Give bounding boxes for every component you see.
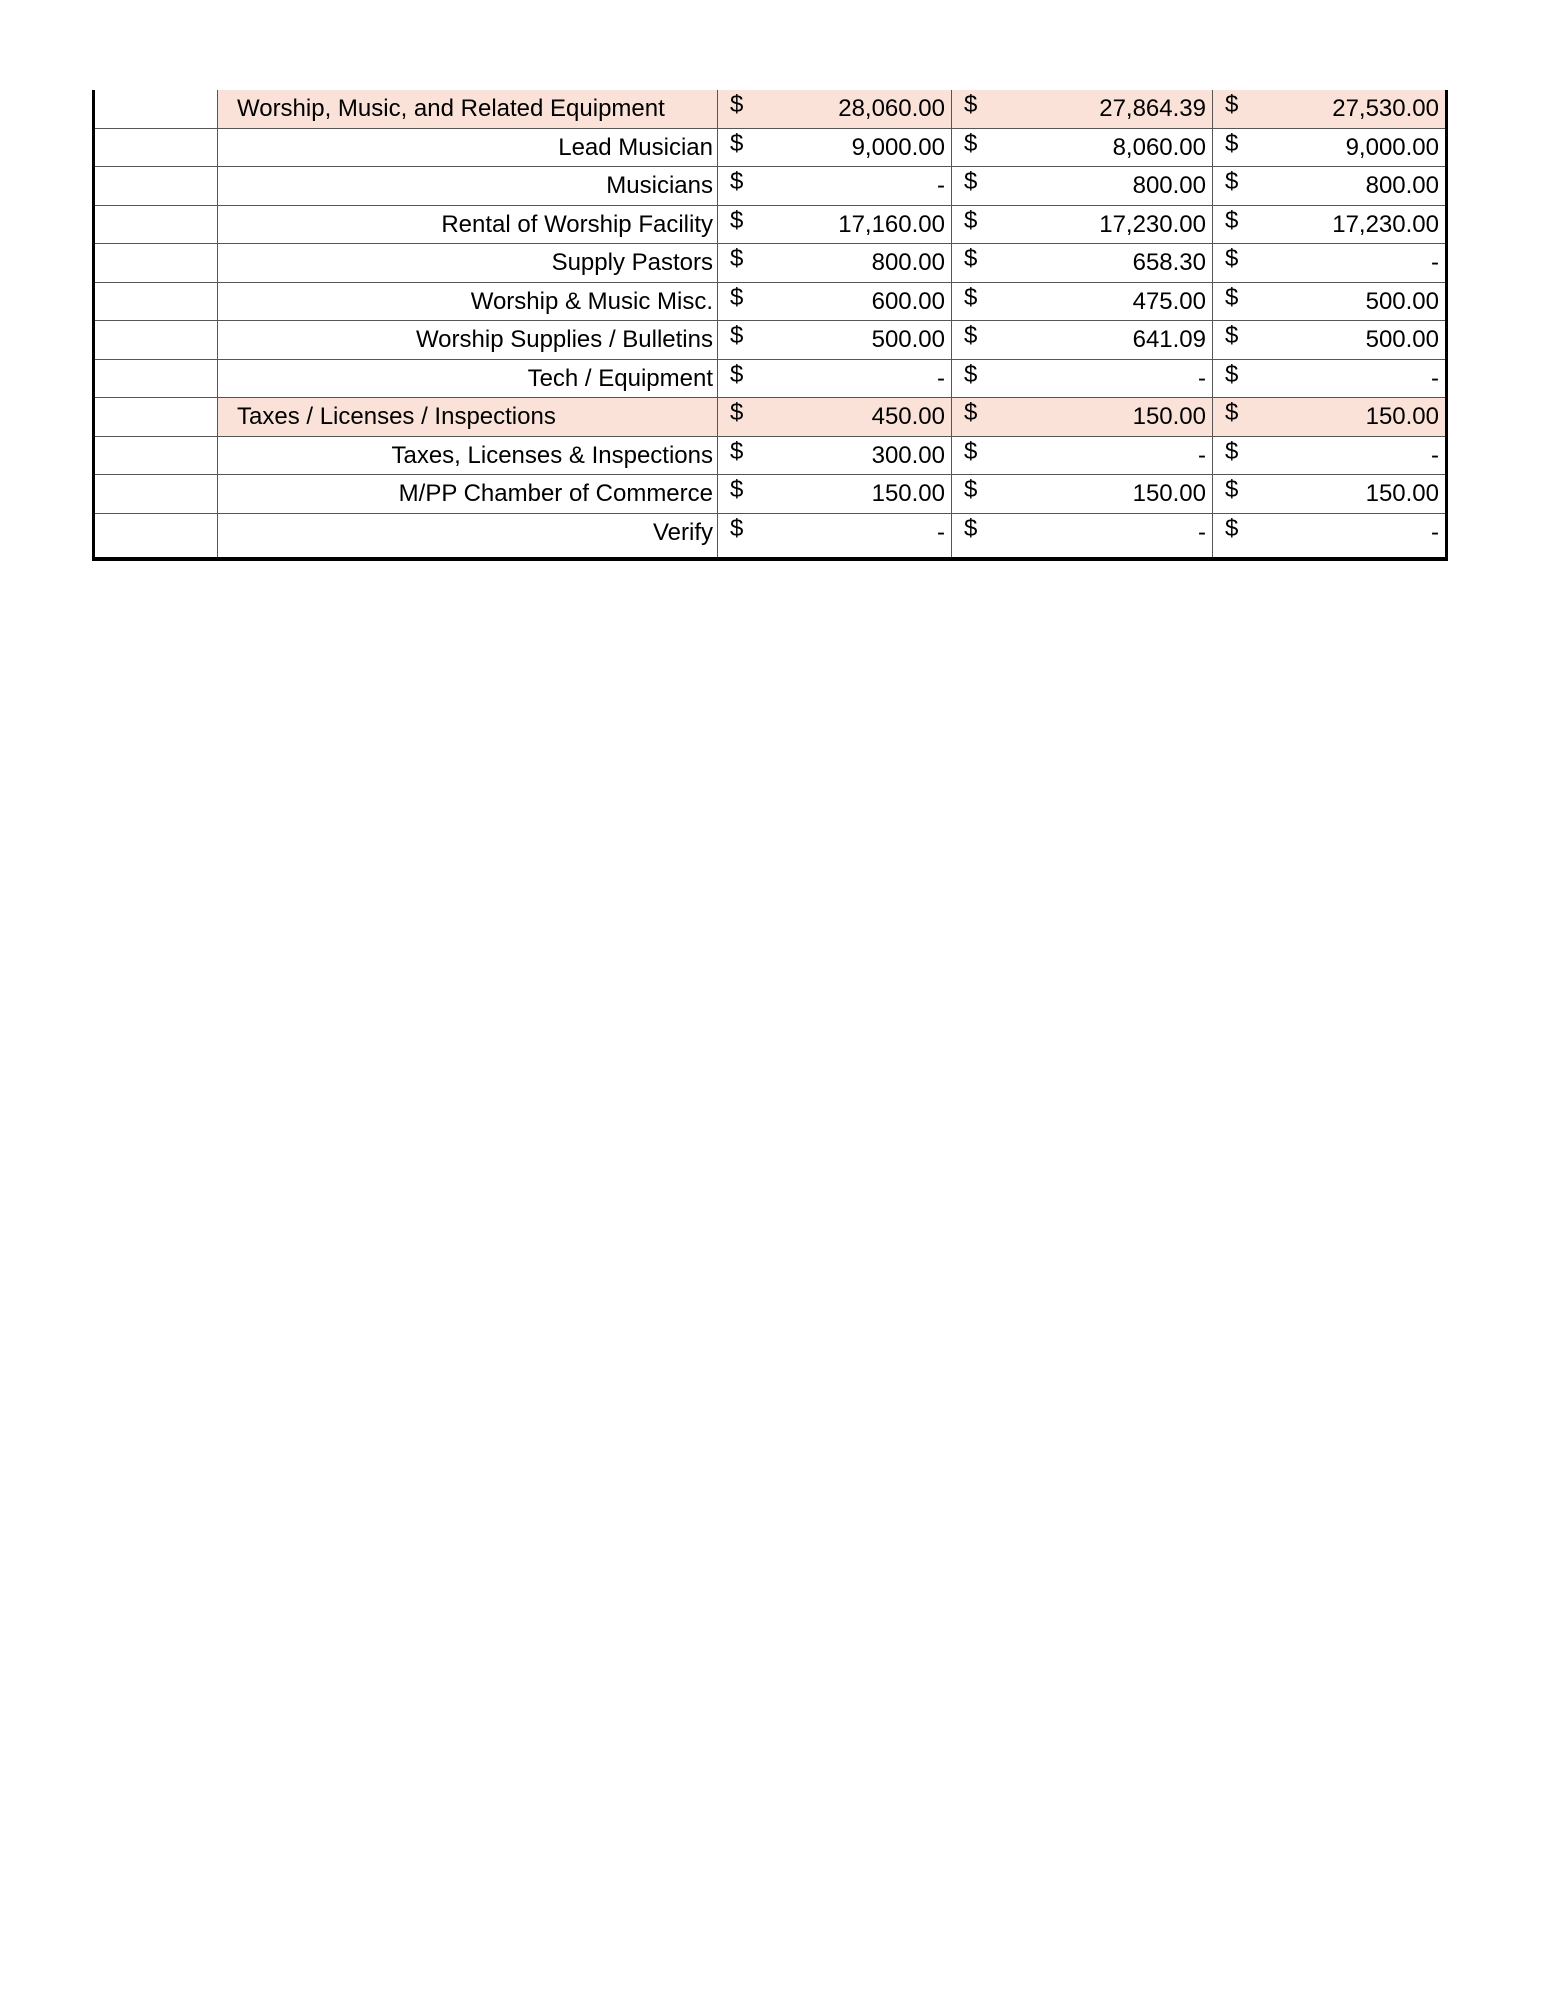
amount-cell	[718, 475, 952, 513]
blank-cell	[95, 514, 218, 558]
amount-value: -	[937, 518, 945, 546]
amount-cell	[1213, 206, 1445, 244]
blank-cell	[95, 244, 218, 282]
amount-cell	[718, 398, 952, 436]
amount-cell	[1213, 475, 1445, 513]
currency-symbol: $	[730, 91, 744, 118]
amount-cell	[952, 321, 1213, 359]
amount-cell	[718, 437, 952, 475]
currency-symbol: $	[964, 360, 978, 388]
currency-symbol: $	[964, 129, 978, 157]
currency-symbol: $	[964, 514, 978, 542]
row-label: Worship & Music Misc.	[218, 283, 718, 321]
currency-symbol: $	[730, 129, 744, 157]
amount-value: 150.00	[1365, 403, 1439, 430]
amount-cell	[952, 514, 1213, 558]
currency-symbol: $	[730, 360, 744, 388]
amount-cell	[952, 437, 1213, 475]
amount-value: 17,230.00	[1332, 210, 1439, 238]
amount-value: 17,160.00	[838, 210, 945, 238]
amount-cell	[718, 514, 952, 558]
amount-value: -	[1198, 441, 1206, 469]
currency-symbol: $	[730, 206, 744, 234]
blank-cell	[95, 437, 218, 475]
amount-cell	[1213, 90, 1445, 128]
table-row	[95, 283, 1445, 322]
row-label: M/PP Chamber of Commerce	[218, 475, 718, 513]
row-label: Supply Pastors	[218, 244, 718, 282]
amount-value: 150.00	[1132, 403, 1206, 430]
amount-cell	[1213, 283, 1445, 321]
currency-symbol: $	[1225, 168, 1239, 195]
blank-cell	[95, 129, 218, 167]
currency-symbol: $	[964, 437, 978, 465]
amount-value: 9,000.00	[1345, 133, 1439, 161]
amount-cell	[952, 90, 1213, 128]
amount-value: 800.00	[1132, 172, 1206, 199]
currency-symbol: $	[964, 91, 978, 118]
currency-symbol: $	[1225, 514, 1239, 542]
amount-cell	[1213, 244, 1445, 282]
amount-cell	[718, 283, 952, 321]
amount-cell	[718, 360, 952, 398]
currency-symbol: $	[1225, 360, 1239, 388]
amount-cell	[1213, 437, 1445, 475]
amount-value: 450.00	[871, 403, 945, 430]
currency-symbol: $	[1225, 399, 1239, 426]
blank-cell	[95, 283, 218, 321]
amount-value: -	[1431, 441, 1439, 469]
amount-cell	[1213, 129, 1445, 167]
currency-symbol: $	[1225, 437, 1239, 465]
row-label: Worship Supplies / Bulletins	[218, 321, 718, 359]
amount-value: 150.00	[1365, 480, 1439, 507]
amount-cell	[1213, 360, 1445, 398]
amount-cell	[718, 90, 952, 128]
amount-cell	[1213, 321, 1445, 359]
amount-value: -	[1198, 364, 1206, 392]
currency-symbol: $	[1225, 129, 1239, 157]
amount-cell	[952, 398, 1213, 436]
currency-symbol: $	[1225, 322, 1239, 349]
currency-symbol: $	[1225, 91, 1239, 118]
row-label: Verify	[218, 514, 718, 558]
table-row	[95, 206, 1445, 245]
currency-symbol: $	[964, 206, 978, 234]
currency-symbol: $	[964, 476, 978, 503]
amount-cell	[1213, 398, 1445, 436]
blank-cell	[95, 167, 218, 205]
amount-cell	[1213, 514, 1445, 558]
currency-symbol: $	[964, 399, 978, 426]
amount-cell	[952, 360, 1213, 398]
amount-cell	[952, 129, 1213, 167]
amount-value: 27,530.00	[1332, 95, 1439, 122]
currency-symbol: $	[730, 476, 744, 503]
table-row	[95, 514, 1445, 558]
table-row	[95, 129, 1445, 168]
blank-cell	[95, 475, 218, 513]
amount-value: 17,230.00	[1099, 210, 1206, 238]
row-label: Tech / Equipment	[218, 360, 718, 398]
row-label: Worship, Music, and Related Equipment	[218, 90, 718, 128]
amount-value: -	[1431, 249, 1439, 276]
currency-symbol: $	[730, 437, 744, 465]
row-label: Musicians	[218, 167, 718, 205]
blank-cell	[95, 398, 218, 436]
amount-cell	[952, 475, 1213, 513]
amount-value: 8,060.00	[1112, 133, 1206, 161]
amount-cell	[1213, 167, 1445, 205]
table-row	[95, 90, 1445, 129]
currency-symbol: $	[964, 168, 978, 195]
amount-cell	[952, 167, 1213, 205]
blank-cell	[95, 321, 218, 359]
amount-value: 641.09	[1132, 326, 1206, 353]
blank-cell	[95, 360, 218, 398]
currency-symbol: $	[1225, 206, 1239, 234]
amount-value: 600.00	[871, 287, 945, 315]
currency-symbol: $	[730, 283, 744, 311]
row-label: Rental of Worship Facility	[218, 206, 718, 244]
amount-value: 150.00	[1132, 480, 1206, 507]
amount-value: 27,864.39	[1099, 95, 1206, 122]
amount-cell	[718, 321, 952, 359]
amount-cell	[952, 244, 1213, 282]
amount-value: 500.00	[1365, 287, 1439, 315]
amount-value: 800.00	[871, 249, 945, 276]
amount-value: 500.00	[871, 326, 945, 353]
currency-symbol: $	[1225, 476, 1239, 503]
amount-value: 150.00	[871, 480, 945, 507]
amount-cell	[952, 283, 1213, 321]
currency-symbol: $	[964, 245, 978, 272]
currency-symbol: $	[730, 168, 744, 195]
blank-cell	[95, 90, 218, 128]
amount-cell	[718, 206, 952, 244]
row-label: Taxes / Licenses / Inspections	[218, 398, 718, 436]
amount-value: -	[1431, 364, 1439, 392]
currency-symbol: $	[730, 245, 744, 272]
currency-symbol: $	[1225, 283, 1239, 311]
table-row	[95, 244, 1445, 283]
table-row	[95, 360, 1445, 399]
table-row	[95, 321, 1445, 360]
amount-value: 300.00	[871, 441, 945, 469]
amount-value: 800.00	[1365, 172, 1439, 199]
table-row	[95, 398, 1445, 437]
table-row	[95, 475, 1445, 514]
amount-cell	[952, 206, 1213, 244]
amount-cell	[718, 129, 952, 167]
row-label: Taxes, Licenses & Inspections	[218, 437, 718, 475]
amount-value: -	[937, 172, 945, 199]
currency-symbol: $	[964, 322, 978, 349]
currency-symbol: $	[964, 283, 978, 311]
amount-value: 500.00	[1365, 326, 1439, 353]
currency-symbol: $	[730, 514, 744, 542]
amount-value: 475.00	[1132, 287, 1206, 315]
row-label: Lead Musician	[218, 129, 718, 167]
currency-symbol: $	[1225, 245, 1239, 272]
amount-value: 28,060.00	[838, 95, 945, 122]
amount-value: -	[1198, 518, 1206, 546]
amount-cell	[718, 167, 952, 205]
currency-symbol: $	[730, 322, 744, 349]
amount-cell	[718, 244, 952, 282]
blank-cell	[95, 206, 218, 244]
currency-symbol: $	[730, 399, 744, 426]
amount-value: -	[937, 364, 945, 392]
budget-table	[92, 90, 1448, 561]
table-row	[95, 167, 1445, 206]
table-row	[95, 437, 1445, 476]
amount-value: 9,000.00	[851, 133, 945, 161]
amount-value: -	[1431, 518, 1439, 546]
amount-value: 658.30	[1132, 249, 1206, 276]
